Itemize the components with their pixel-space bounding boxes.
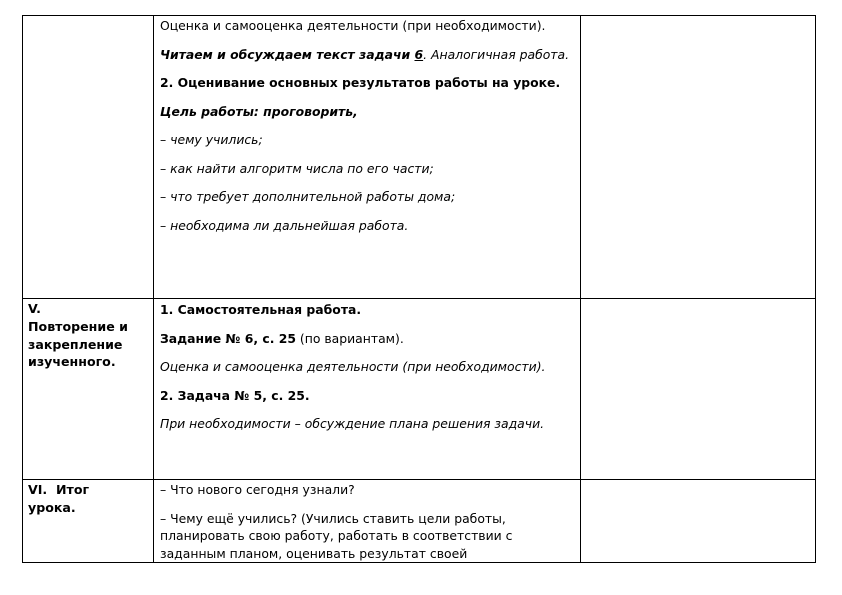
row-3-stage-line-1: VI. Итог [28,482,90,497]
table-bottom-border [22,562,816,563]
lesson-plan-table [22,15,816,563]
row-divider-1 [22,298,816,299]
row-3-p2: – Чему ещё учились? (Учились ставить цели работы, планировать свою работу, работать в соответствии с заданным планом, оценивать результат своей [160,510,513,561]
row-3-stage-line-2: урока. [28,499,76,515]
table-left-border [22,15,23,563]
row-1-p4: Цель работы: проговорить, [160,103,358,119]
row-3-content [160,481,572,561]
row-2-p4: 2. Задача № 5, с. 25. [160,387,310,403]
row-1-p5: – чему учились; [160,132,263,147]
row-2-stage-line-4: изученного. [28,354,116,370]
table-right-border [815,15,816,563]
row-2-stage-line-2: Повторение и [28,318,128,334]
row-2-content [160,301,572,433]
row-3-stage [28,481,150,517]
row-2-p1: 1. Самостоятельная работа. [160,302,362,317]
row-1-p8: – необходима ли дальнейшая работа. [160,217,409,233]
row-2-stage-line-1: V. [28,301,41,316]
row-2-p2: Задание № 6, с. 25 (по вариантам). [160,330,404,346]
row-1-p2: Читаем и обсуждаем текст задачи 6. Аналогичная работа. [160,46,570,62]
row-2-p3: Оценка и самооценка деятельности (при необходимости). [160,359,546,374]
table-top-border [22,15,816,16]
row-2-p5: При необходимости – обсуждение плана решения задачи. [160,416,545,431]
column-divider-1 [153,15,154,563]
row-1-p3: 2. Оценивание основных результатов работы на уроке. [160,75,561,90]
row-1-p7: – что требует дополнительной работы дома; [160,189,456,204]
column-divider-2 [580,15,581,563]
row-1-p6: – как найти алгоритм числа по его части; [160,160,434,176]
row-1-p1: Оценка и самооценка деятельности (при необходимости). [160,18,546,33]
row-2-stage-line-3: закрепление [28,336,123,352]
row-divider-2 [22,479,816,480]
row-1-content [160,17,572,234]
row-3-p1: – Что нового сегодня узнали? [160,482,355,497]
row-2-stage [28,300,150,371]
